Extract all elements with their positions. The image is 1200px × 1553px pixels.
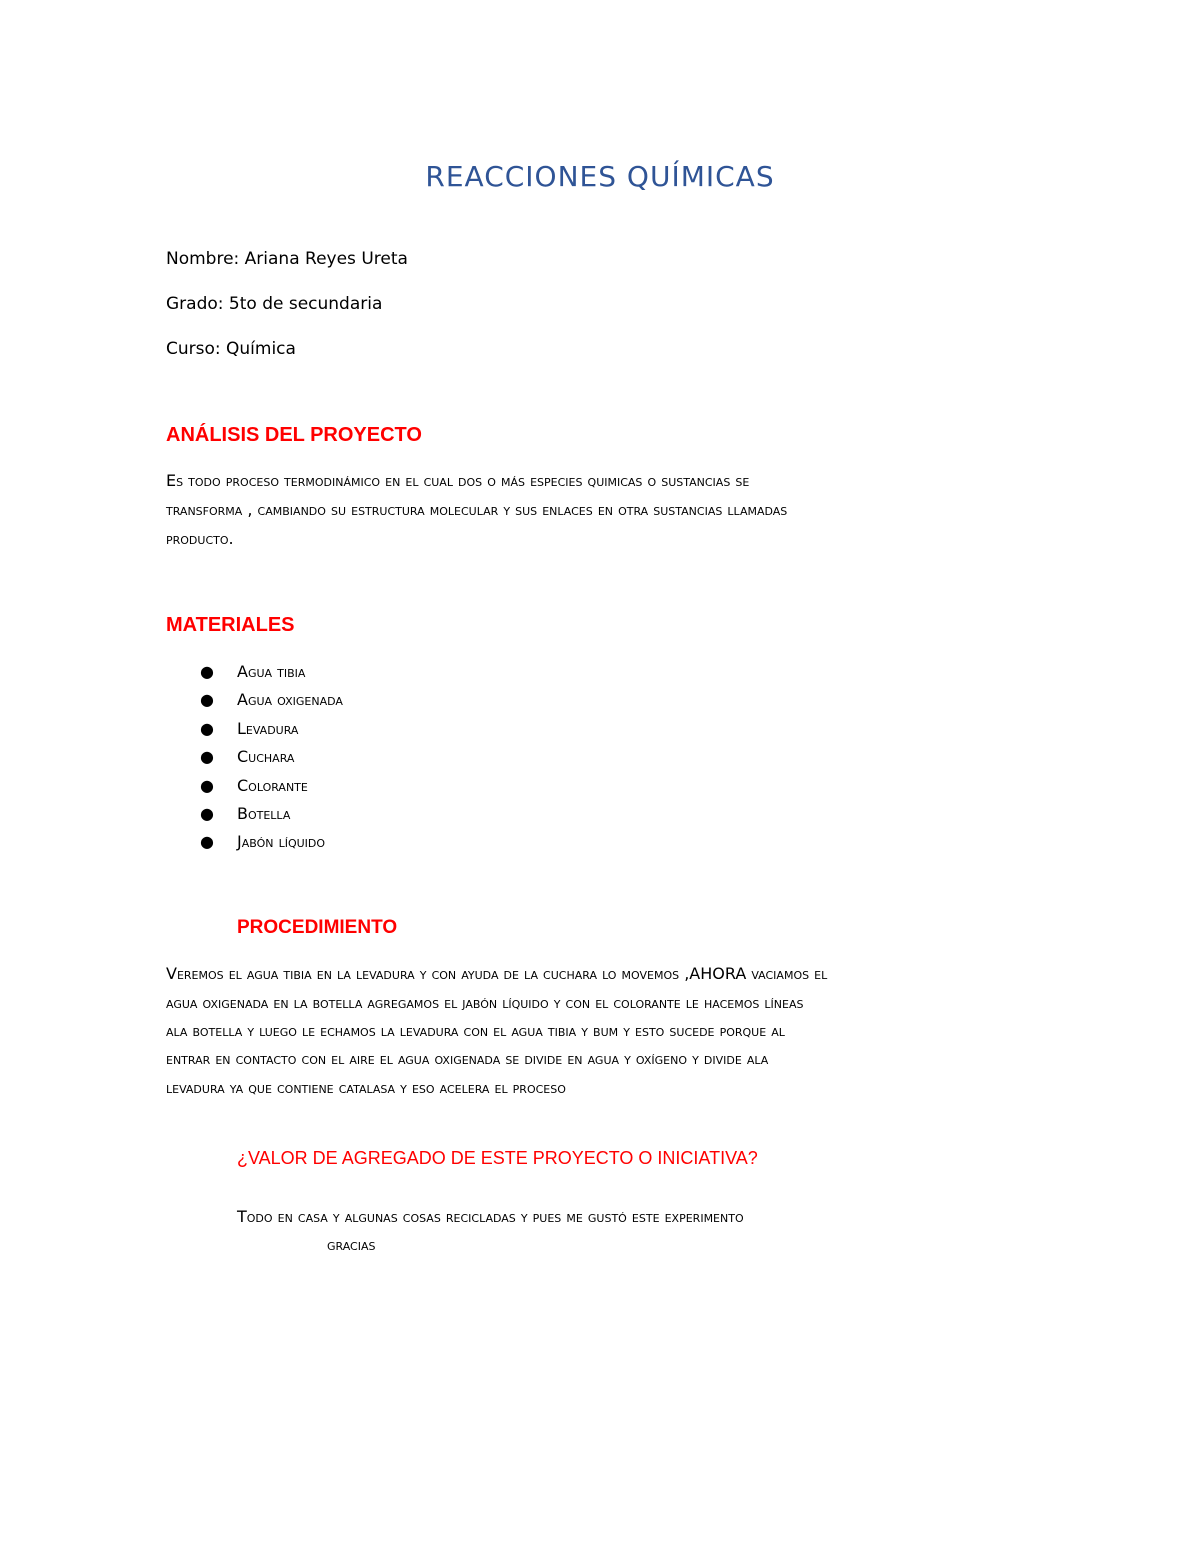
list-item-label: Agua oxigenada <box>237 690 343 710</box>
list-item <box>200 686 343 714</box>
list-item <box>200 772 343 800</box>
bullet-icon: ● <box>200 690 214 710</box>
procedimiento-line: ala botella y luego le echamos la levadura con el agua tibia y bum y esto sucede porque al <box>166 1021 785 1040</box>
curso-field: Curso: Química <box>166 339 296 359</box>
closing-text: gracias <box>327 1235 376 1254</box>
valor-question: ¿VALOR DE AGREGADO DE ESTE PROYECTO O INICIATIVA? <box>237 1148 758 1168</box>
list-item-label: Cuchara <box>237 747 295 767</box>
procedimiento-line: entrar en contacto con el aire el agua oxigenada se divide en agua y oxígeno y divide ala <box>166 1049 769 1068</box>
analisis-line: Es todo proceso termodinámico en el cual dos o más especies quimicas o sustancias se <box>166 471 750 490</box>
list-item-label: Agua tibia <box>237 662 306 681</box>
analisis-line: producto. <box>166 529 234 548</box>
list-item-label: Jabón líquido <box>237 832 326 852</box>
list-item <box>200 743 343 771</box>
bullet-icon: ● <box>200 803 214 823</box>
bullet-icon: ● <box>200 775 214 795</box>
list-item-label: Colorante <box>237 775 308 795</box>
nombre-field: Nombre: Ariana Reyes Ureta <box>166 249 408 269</box>
list-item <box>200 658 343 686</box>
bullet-icon: ● <box>200 662 214 681</box>
grado-field: Grado: 5to de secundaria <box>166 294 383 314</box>
analisis-heading: ANÁLISIS DEL PROYECTO <box>166 424 422 446</box>
procedimiento-line: agua oxigenada en la botella agregamos el jabón líquido y con el colorante le hacemos líneas <box>166 993 804 1012</box>
analisis-line: transforma , cambiando su estructura molecular y sus enlaces en otra sustancias llamadas <box>166 500 788 519</box>
materiales-heading: MATERIALES <box>166 614 295 636</box>
materiales-list <box>200 658 343 857</box>
list-item-label: Levadura <box>237 718 299 738</box>
list-item <box>200 715 343 743</box>
list-item <box>200 828 343 856</box>
bullet-icon: ● <box>200 747 214 767</box>
bullet-icon: ● <box>200 832 214 852</box>
bullet-icon: ● <box>200 718 214 738</box>
procedimiento-line: Veremos el agua tibia en la levadura y con ayuda de la cuchara lo movemos ,AHORA vaciamos el <box>166 964 828 983</box>
procedimiento-line: levadura ya que contiene catalasa y eso acelera el proceso <box>166 1078 566 1097</box>
procedimiento-heading: PROCEDIMIENTO <box>237 917 398 938</box>
document-title: REACCIONES QUÍMICAS <box>425 160 775 193</box>
list-item-label: Botella <box>237 803 291 823</box>
list-item <box>200 800 343 828</box>
valor-answer: Todo en casa y algunas cosas recicladas y pues me gustó este experimento <box>237 1207 744 1226</box>
